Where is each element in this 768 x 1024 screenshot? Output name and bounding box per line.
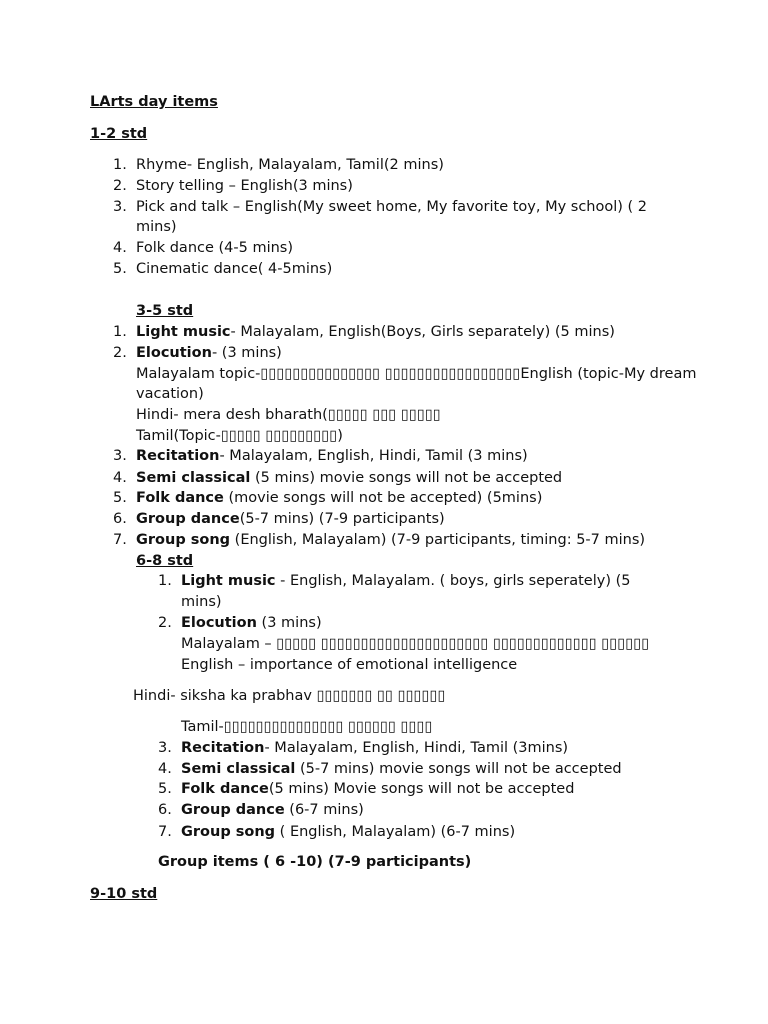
page-title: LArts day items — [90, 94, 218, 110]
list-number: 5. — [158, 781, 172, 797]
item-detail: (5 mins) movie songs will not be accepted — [250, 470, 563, 486]
section-heading-3-5-std: 3-5 std — [136, 303, 194, 319]
item-detail: (English, Malayalam) (7-9 participants, timing: 5-7 mins) — [230, 532, 646, 548]
list-item — [136, 468, 562, 488]
list-item: Rhyme- English, Malayalam, Tamil(2 mins) — [136, 157, 444, 173]
list-item-continuation: mins) — [136, 219, 177, 235]
list-item — [181, 738, 568, 758]
item-name: Group dance — [181, 802, 285, 818]
list-item — [136, 322, 615, 342]
elocution-topic: Hindi- mera desh bharath(▯▯▯▯▯ ▯▯▯ ▯▯▯▯▯ — [136, 407, 441, 423]
item-detail: (5-7 mins) movie songs will not be accepted — [295, 761, 622, 777]
item-detail: (5-7 mins) (7-9 participants) — [239, 511, 445, 527]
item-detail: - Malayalam, English, Hindi, Tamil (3 mins) — [219, 448, 528, 464]
list-number: 4. — [113, 240, 127, 256]
item-detail: ( English, Malayalam) (6-7 mins) — [275, 824, 516, 840]
item-name: Light music — [136, 324, 231, 340]
item-name: Folk dance — [181, 781, 269, 797]
list-item: Pick and talk – English(My sweet home, My favorite toy, My school) ( 2 — [136, 199, 648, 215]
list-number: 2. — [113, 178, 127, 194]
elocution-topic: vacation) — [136, 386, 204, 402]
elocution-topic: Malayalam – ▯▯▯▯▯ ▯▯▯▯▯▯▯▯▯▯▯▯▯▯▯▯▯▯▯▯▯ ▯▯▯▯▯▯▯▯▯▯▯▯▯ ▯▯▯▯▯▯ — [181, 636, 650, 652]
item-detail: - Malayalam, English, Hindi, Tamil (3mins) — [264, 740, 569, 756]
item-name: Folk dance — [136, 490, 224, 506]
item-name: Elocution — [136, 345, 212, 361]
item-name: Semi classical — [181, 761, 296, 777]
list-item: Folk dance (4-5 mins) — [136, 240, 294, 256]
list-number: 5. — [113, 490, 127, 506]
item-name: Group song — [136, 532, 231, 548]
list-number: 7. — [158, 824, 172, 840]
list-number: 6. — [158, 802, 172, 818]
item-name: Group song — [181, 824, 276, 840]
item-name: Group dance — [136, 511, 240, 527]
list-number: 3. — [158, 740, 172, 756]
item-name: Semi classical — [136, 470, 251, 486]
item-detail: (5 mins) Movie songs will not be accepted — [268, 781, 575, 797]
list-item: Story telling – English(3 mins) — [136, 178, 353, 194]
list-item — [136, 530, 645, 550]
item-detail: - (3 mins) — [211, 345, 282, 361]
list-item — [181, 822, 515, 842]
elocution-topic: Malayalam topic-▯▯▯▯▯▯▯▯▯▯▯▯▯▯▯ ▯▯▯▯▯▯▯▯▯▯▯▯▯▯▯▯▯English (topic-My dream — [136, 366, 697, 382]
section-heading-9-10-std: 9-10 std — [90, 886, 158, 902]
list-item — [181, 571, 630, 591]
list-number: 3. — [113, 199, 127, 215]
list-number: 4. — [158, 761, 172, 777]
list-number: 6. — [113, 511, 127, 527]
item-detail: - Malayalam, English(Boys, Girls separately) (5 mins) — [230, 324, 615, 340]
list-item: Cinematic dance( 4-5mins) — [136, 261, 333, 277]
list-number: 2. — [113, 345, 127, 361]
elocution-topic: Hindi- siksha ka prabhav ▯▯▯▯▯▯▯ ▯▯ ▯▯▯▯▯▯ — [133, 688, 446, 704]
list-number: 1. — [113, 324, 127, 340]
item-detail: - English, Malayalam. ( boys, girls seperately) (5 — [275, 573, 631, 589]
elocution-topic: Tamil-▯▯▯▯▯▯▯▯▯▯▯▯▯▯▯ ▯▯▯▯▯▯ ▯▯▯▯ — [181, 719, 433, 735]
list-item — [136, 488, 542, 508]
elocution-topic: English – importance of emotional intelligence — [181, 657, 518, 673]
section-heading-1-2-std: 1-2 std — [90, 126, 148, 142]
item-detail: (movie songs will not be accepted) (5mins) — [223, 490, 543, 506]
list-item — [181, 779, 574, 799]
list-number: 3. — [113, 448, 127, 464]
item-name: Recitation — [136, 448, 220, 464]
item-name: Elocution — [181, 615, 257, 631]
list-item-continuation: mins) — [181, 594, 222, 610]
list-number: 1. — [113, 157, 127, 173]
section-heading-6-8-std: 6-8 std — [136, 553, 194, 569]
group-items-heading: Group items ( 6 -10) (7-9 participants) — [158, 854, 472, 870]
item-detail: (3 mins) — [256, 615, 322, 631]
list-number: 4. — [113, 470, 127, 486]
item-name: Recitation — [181, 740, 265, 756]
item-detail: (6-7 mins) — [284, 802, 364, 818]
list-number: 2. — [158, 615, 172, 631]
list-item — [181, 759, 622, 779]
list-number: 5. — [113, 261, 127, 277]
list-number: 1. — [158, 573, 172, 589]
item-name: Light music — [181, 573, 276, 589]
list-item — [181, 613, 322, 633]
list-item — [136, 509, 445, 529]
list-item — [136, 446, 528, 466]
list-item — [136, 343, 282, 363]
elocution-topic: Tamil(Topic-▯▯▯▯▯ ▯▯▯▯▯▯▯▯▯) — [136, 428, 343, 444]
list-number: 7. — [113, 532, 127, 548]
list-item — [181, 800, 364, 820]
